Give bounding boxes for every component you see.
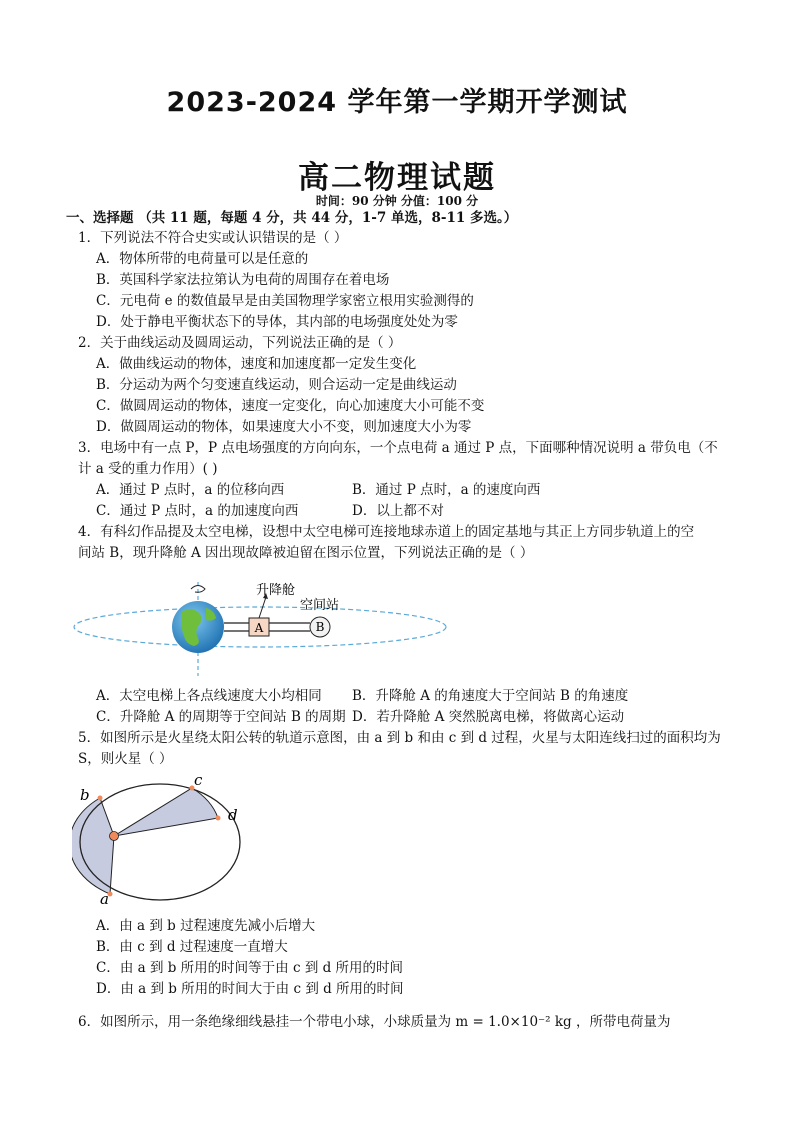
sun-icon bbox=[110, 832, 119, 841]
capsule-a-label: A bbox=[254, 621, 264, 635]
q4-option-a: A．太空电梯上各点线速度大小均相同 bbox=[96, 688, 322, 704]
q1-option-a: A．物体所带的电荷量可以是任意的 bbox=[96, 251, 309, 267]
q1-option-b: B．英国科学家法拉第认为电荷的周围存在着电场 bbox=[96, 272, 390, 288]
capsule-pointer bbox=[259, 597, 266, 618]
section-heading: 一、选择题 （共 11 题，每题 4 分，共 44 分，1-7 单选，8-11 多选。） bbox=[66, 210, 518, 226]
q5-stem-line1: 5．如图所示是火星绕太阳公转的轨道示意图，由 a 到 b 和由 c 到 d 过程，火星与太阳连线扫过的面积均为 bbox=[78, 730, 721, 746]
swept-area-cd bbox=[114, 788, 218, 836]
capsule-caption: 升降舱 bbox=[256, 583, 296, 598]
q2-option-d: D．做圆周运动的物体，如果速度大小不变，则加速度大小为零 bbox=[96, 419, 472, 435]
q3-stem-line1: 3．电场中有一点 P，P 点电场强度的方向向东，一个点电荷 a 通过 P 点，下面哪种情况说明 a 带负电（不 bbox=[78, 440, 718, 456]
q1-option-c: C．元电荷 e 的数值最早是由美国物理学家密立根用实验测得的 bbox=[96, 293, 474, 309]
q2-option-c: C．做圆周运动的物体，速度一定变化，向心加速度大小可能不变 bbox=[96, 398, 485, 414]
label-d: d bbox=[228, 806, 238, 824]
q5-stem-line2: S，则火星（ ） bbox=[78, 751, 173, 767]
station-caption: 空间站 bbox=[300, 598, 340, 613]
label-c: c bbox=[194, 771, 203, 789]
q5-option-b: B．由 c 到 d 过程速度一直增大 bbox=[96, 939, 288, 955]
q1-stem: 1．下列说法不符合史实或认识错误的是（ ） bbox=[78, 230, 348, 246]
q6-stem: 6．如图所示，用一条绝缘细线悬挂一个带电小球，小球质量为 m = 1.0×10⁻² kg ，所带电荷量为 bbox=[78, 1014, 671, 1030]
q5-option-d: D．由 a 到 b 所用的时间大于由 c 到 d 所用的时间 bbox=[96, 981, 404, 997]
label-a: a bbox=[100, 890, 109, 906]
q5-option-c: C．由 a 到 b 所用的时间等于由 c 到 d 所用的时间 bbox=[96, 960, 404, 976]
q4-stem-line2: 间站 B，现升降舱 A 因出现故障被迫留在图示位置，下列说法正确的是（ ） bbox=[78, 545, 534, 561]
q3-option-d: D．以上都不对 bbox=[352, 503, 444, 519]
q4-option-c: C．升降舱 A 的周期等于空间站 B 的周期 bbox=[96, 709, 346, 725]
q3-option-a: A．通过 P 点时，a 的位移向西 bbox=[96, 482, 285, 498]
q3-option-c: C．通过 P 点时，a 的加速度向西 bbox=[96, 503, 299, 519]
subject-title: 高二物理试题 bbox=[298, 160, 496, 196]
q2-option-a: A．做曲线运动的物体，速度和加速度都一定发生变化 bbox=[96, 356, 417, 372]
q2-stem: 2．关于曲线运动及圆周运动，下列说法正确的是（ ） bbox=[78, 335, 402, 351]
q1-option-d: D．处于静电平衡状态下的导体，其内部的电场强度处处为零 bbox=[96, 314, 458, 330]
q4-option-b: B．升降舱 A 的角速度大于空间站 B 的角速度 bbox=[352, 688, 629, 704]
q3-option-b: B．通过 P 点时，a 的速度向西 bbox=[352, 482, 541, 498]
swept-area-ab bbox=[72, 798, 114, 894]
point-d-dot bbox=[216, 816, 221, 821]
exam-title: 2023-2024 学年第一学期开学测试 bbox=[166, 87, 628, 118]
q3-stem-line2: 计 a 受的重力作用）( ) bbox=[78, 461, 218, 477]
label-b: b bbox=[80, 786, 90, 804]
q2-option-b: B．分运动为两个匀变速直线运动，则合运动一定是曲线运动 bbox=[96, 377, 457, 393]
mars-orbit-figure bbox=[72, 770, 252, 906]
q4-stem-line1: 4．有科幻作品提及太空电梯，设想中太空电梯可连接地球赤道上的固定基地与其正上方同步轨道上的空 bbox=[78, 524, 695, 540]
station-b-label: B bbox=[315, 620, 325, 634]
space-elevator-figure bbox=[70, 578, 470, 678]
point-b-dot bbox=[98, 796, 103, 801]
exam-meta: 时间：90 分钟 分值：100 分 bbox=[315, 194, 479, 208]
earth-icon bbox=[172, 601, 224, 653]
q4-option-d: D．若升降舱 A 突然脱离电梯，将做离心运动 bbox=[352, 709, 625, 725]
q5-option-a: A．由 a 到 b 过程速度先减小后增大 bbox=[96, 918, 316, 934]
